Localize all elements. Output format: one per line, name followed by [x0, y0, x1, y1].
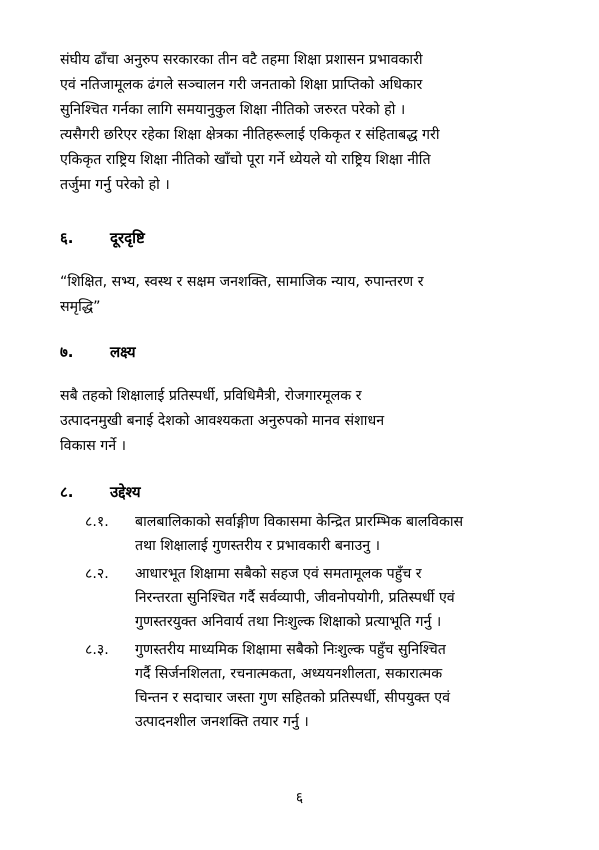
text-line: गर्दै सिर्जनशिलता, रचनात्मकता, अध्ययनशीलता, सकारात्मक [135, 666, 443, 682]
text-line: सुनिश्चित गर्नका लागि समयानुकुल शिक्षा नीतिको जरुरत परेको हो । [60, 102, 406, 118]
text-line: “शिक्षित, सभ्य, स्वस्थ र सक्षम जनशक्ति, सामाजिक न्याय, रुपान्तरण र [60, 274, 424, 290]
list-item [60, 510, 543, 558]
text-line: एवं नतिजामूलक ढंगले सञ्चालन गरी जनताको शिक्षा प्राप्तिको अधिकार [60, 77, 423, 93]
list-item [60, 638, 543, 734]
item-text [135, 638, 543, 734]
section-title: लक्ष्य [110, 343, 136, 361]
item-number: ८.१. [85, 514, 109, 530]
text-line: तर्जुमा गर्नु परेको हो । [60, 177, 170, 193]
item-text [135, 562, 543, 634]
section-heading-goal [60, 340, 543, 364]
text-line: बालबालिकाको सर्वाङ्गीण विकासमा केन्द्रित प्रारम्भिक बालविकास [135, 514, 464, 530]
section-heading-objectives [60, 480, 543, 504]
item-number: ८.२. [85, 566, 109, 582]
intro-paragraph [60, 48, 543, 198]
text-line: उत्पादनशील जनशक्ति तयार गर्नु । [135, 714, 309, 730]
document-page [60, 48, 543, 738]
section-number: ६. [60, 229, 74, 247]
text-line: समृद्धि” [60, 299, 101, 315]
text-line: गुणस्तरीय माध्यमिक शिक्षामा सबैको निःशुल्क पहुँच सुनिश्चित [135, 642, 446, 658]
text-line: एकिकृत राष्ट्रिय शिक्षा नीतिको खाँचो पूरा गर्ने ध्येयले यो राष्ट्रिय शिक्षा नीति [60, 152, 431, 168]
section-number: ८. [60, 483, 74, 501]
text-line: उत्पादनमुखी बनाई देशको आवश्यकता अनुरुपको मानव संशाधन [60, 413, 385, 429]
item-number: ८.३. [85, 642, 109, 658]
section-title: उद्देश्य [110, 483, 141, 501]
text-line: विकास गर्ने । [60, 438, 126, 454]
vision-paragraph [60, 270, 543, 320]
text-line: त्यसैगरी छरिएर रहेका शिक्षा क्षेत्रका नीतिहरूलाई एकिकृत र संहिताबद्ध गरी [60, 127, 440, 143]
page-number: ६ [295, 790, 304, 806]
text-line: निरन्तरता सुनिश्चित गर्दै सर्वव्यापी, जीवनोपयोगी, प्रतिस्पर्धी एवं [135, 590, 455, 606]
text-line: संघीय ढाँचा अनुरुप सरकारका तीन वटै तहमा शिक्षा प्रशासन प्रभावकारी [60, 52, 423, 68]
section-number: ७. [60, 343, 74, 361]
section-title: दूरदृष्टि [110, 229, 145, 247]
item-text [135, 510, 543, 558]
text-line: तथा शिक्षालाई गुणस्तरीय र प्रभावकारी बनाउनु । [135, 538, 381, 554]
text-line: सबै तहको शिक्षालाई प्रतिस्पर्धी, प्रविधिमैत्री, रोजगारमूलक र [60, 388, 362, 404]
objectives-list [60, 510, 543, 734]
text-line: गुणस्तरयुक्त अनिवार्य तथा निःशुल्क शिक्षाको प्रत्याभूति गर्नु । [135, 614, 442, 630]
text-line: आधारभूत शिक्षामा सबैको सहज एवं समतामूलक पहुँच र [135, 566, 422, 582]
text-line: चिन्तन र सदाचार जस्ता गुण सहितको प्रतिस्पर्धी, सीपयुक्त एवं [135, 690, 450, 706]
goal-paragraph [60, 384, 543, 459]
section-heading-vision [60, 226, 543, 250]
list-item [60, 562, 543, 634]
